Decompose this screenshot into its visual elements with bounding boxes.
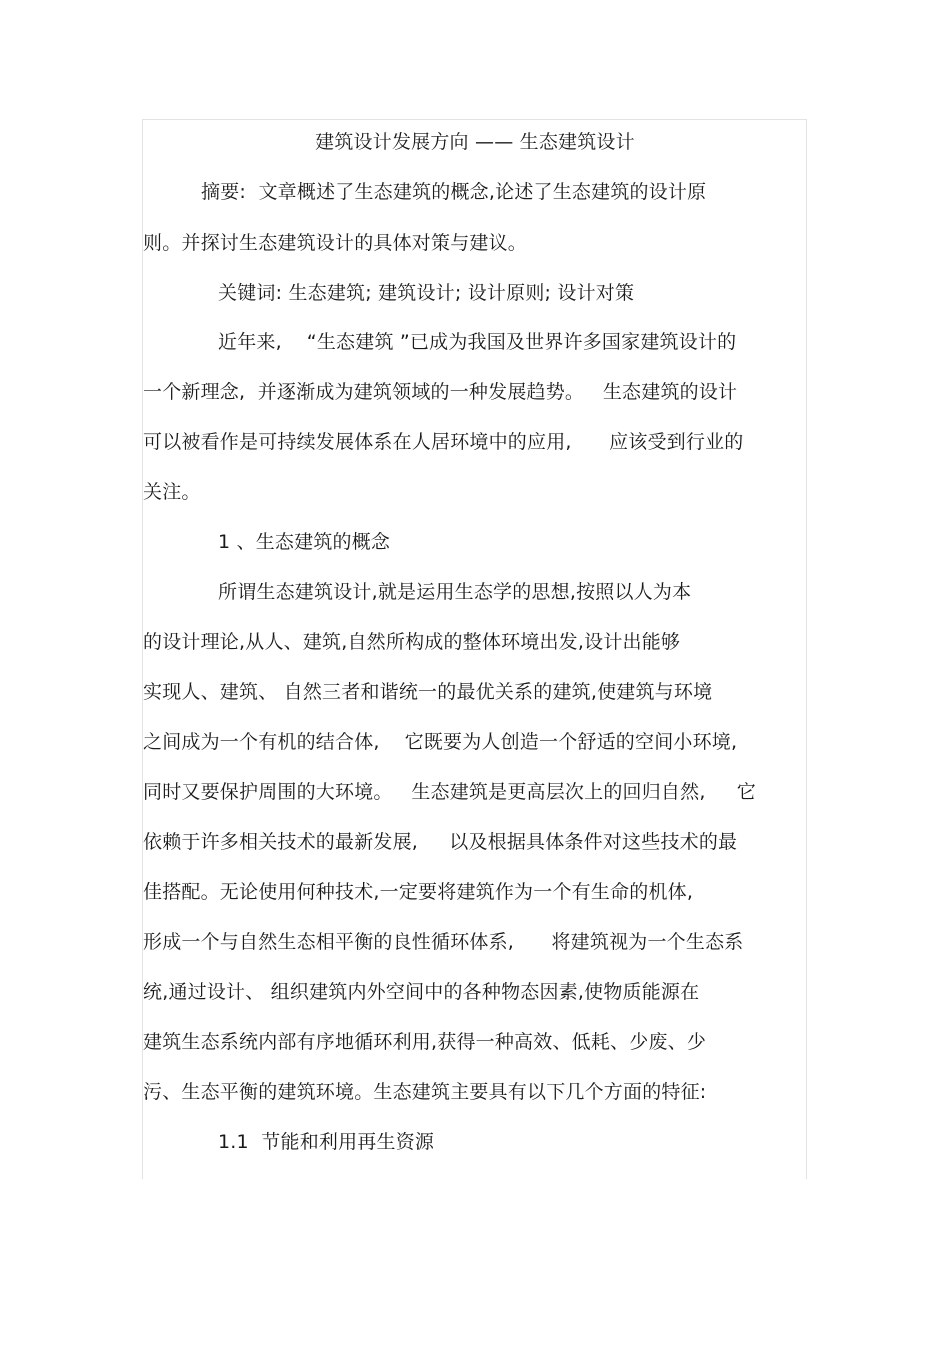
abstract-line-1: 摘要: 文章概述了生态建筑的概念,论述了生态建筑的设计原 — [201, 181, 707, 203]
keywords-line: 关键词: 生态建筑; 建筑设计; 设计原则; 设计对策 — [218, 282, 635, 304]
body-line-5: 同时又要保护周围的大环境。 生态建筑是更高层次上的回归自然, 它 — [143, 781, 756, 803]
intro-line-4: 关注。 — [143, 481, 201, 503]
abstract-line-2: 则。并探讨生态建筑设计的具体对策与建议。 — [143, 232, 528, 254]
body-line-7: 佳搭配。无论使用何种技术,一定要将建筑作为一个有生命的机体, — [143, 881, 694, 903]
intro-line-3: 可以被看作是可持续发展体系在人居环境中的应用, 应该受到行业的 — [143, 431, 744, 453]
intro-line-1: 近年来, “生态建筑 ”已成为我国及世界许多国家建筑设计的 — [218, 331, 737, 353]
body-line-8: 形成一个与自然生态相平衡的良性循环体系, 将建筑视为一个生态系 — [143, 931, 744, 953]
body-line-1: 所谓生态建筑设计,就是运用生态学的思想,按照以人为本 — [218, 581, 692, 603]
body-line-2: 的设计理论,从人、建筑,自然所构成的整体环境出发,设计出能够 — [143, 631, 681, 653]
body-line-6: 依赖于许多相关技术的最新发展, 以及根据具体条件对这些技术的最 — [143, 831, 738, 853]
document-title: 建筑设计发展方向 —— 生态建筑设计 — [315, 131, 635, 153]
body-line-4: 之间成为一个有机的结合体, 它既要为人创造一个舒适的空间小环境, — [143, 731, 738, 753]
body-line-3: 实现人、建筑、 自然三者和谐统一的最优关系的建筑,使建筑与环境 — [143, 681, 713, 703]
intro-line-2: 一个新理念, 并逐渐成为建筑领域的一种发展趋势。 生态建筑的设计 — [143, 381, 738, 403]
body-line-11: 污、生态平衡的建筑环境。生态建筑主要具有以下几个方面的特征: — [143, 1081, 707, 1103]
body-line-9: 统,通过设计、 组织建筑内外空间中的各种物态因素,使物质能源在 — [143, 981, 700, 1003]
section-heading-1: 1 、生态建筑的概念 — [218, 531, 391, 553]
section-heading-1-1: 1.1 节能和利用再生资源 — [218, 1131, 435, 1153]
body-line-10: 建筑生态系统内部有序地循环利用,获得一种高效、低耗、少废、少 — [143, 1031, 707, 1053]
